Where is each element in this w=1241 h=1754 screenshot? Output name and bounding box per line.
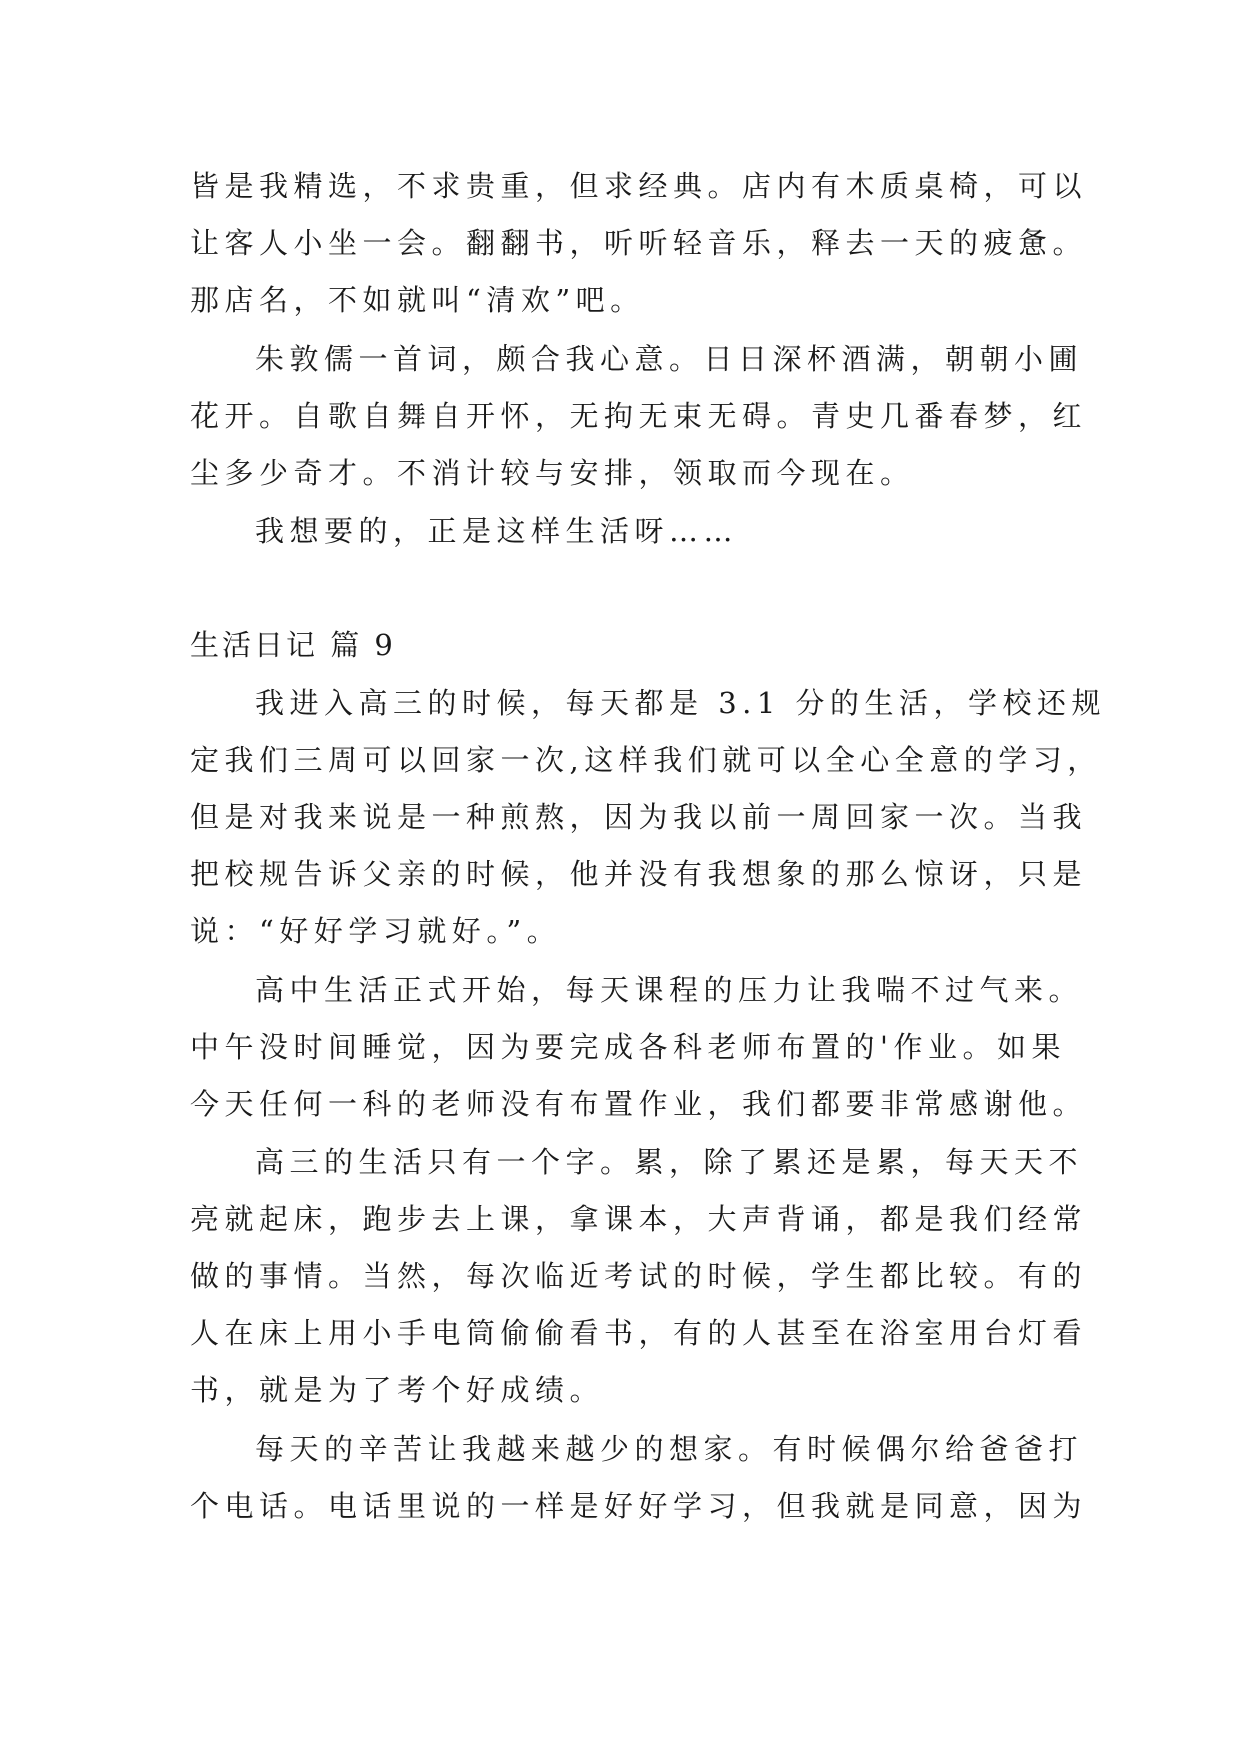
text-line: 书，就是为了考个好成绩。: [190, 1373, 605, 1407]
text-line: 人在床上用小手电筒偷偷看书，有的人甚至在浴室用台灯看: [190, 1316, 1088, 1350]
paragraph-first-line: 朱敦儒一首词，颇合我心意。日日深杯酒满，朝朝小圃: [255, 342, 1084, 376]
section-heading: 生活日记 篇 9: [190, 628, 396, 662]
text-line: 但是对我来说是一种煎熬，因为我以前一周回家一次。当我: [190, 800, 1088, 834]
text-line: 说：“好好学习就好。”。: [190, 914, 562, 948]
text-line: 花开。自歌自舞自开怀，无拘无束无碍。青史几番春梦，红: [190, 399, 1088, 433]
text-line: 皆是我精选，不求贵重，但求经典。店内有木质桌椅，可以: [190, 169, 1088, 203]
text-line: 尘多少奇才。不消计较与安排，领取而今现在。: [190, 456, 915, 490]
text-line: 中午没时间睡觉，因为要完成各科老师布置的'作业。如果: [190, 1030, 1066, 1064]
paragraph-first-line: 高三的生活只有一个字。累，除了累还是累，每天天不: [255, 1145, 1084, 1179]
paragraph-first-line: 我想要的，正是这样生活呀……: [255, 514, 739, 548]
text-line: 把校规告诉父亲的时候，他并没有我想象的那么惊讶，只是: [190, 857, 1088, 891]
paragraph-first-line: 每天的辛苦让我越来越少的想家。有时候偶尔给爸爸打: [255, 1432, 1084, 1466]
paragraph-first-line: 高中生活正式开始，每天课程的压力让我喘不过气来。: [255, 973, 1084, 1007]
paragraph-first-line: 我进入高三的时候，每天都是 3.1 分的生活，学校还规: [255, 686, 1107, 720]
text-line: 今天任何一科的老师没有布置作业，我们都要非常感谢他。: [190, 1087, 1088, 1121]
text-line: 做的事情。当然，每次临近考试的时候，学生都比较。有的: [190, 1259, 1088, 1293]
text-line: 个电话。电话里说的一样是好好学习，但我就是同意，因为: [190, 1489, 1088, 1523]
text-line: 那店名，不如就叫“清欢”吧。: [190, 283, 645, 317]
text-line: 让客人小坐一会。翻翻书，听听轻音乐，释去一天的疲惫。: [190, 226, 1088, 260]
text-line: 亮就起床，跑步去上课，拿课本，大声背诵，都是我们经常: [190, 1202, 1088, 1236]
text-line: 定我们三周可以回家一次,这样我们就可以全心全意的学习，: [190, 743, 1102, 777]
